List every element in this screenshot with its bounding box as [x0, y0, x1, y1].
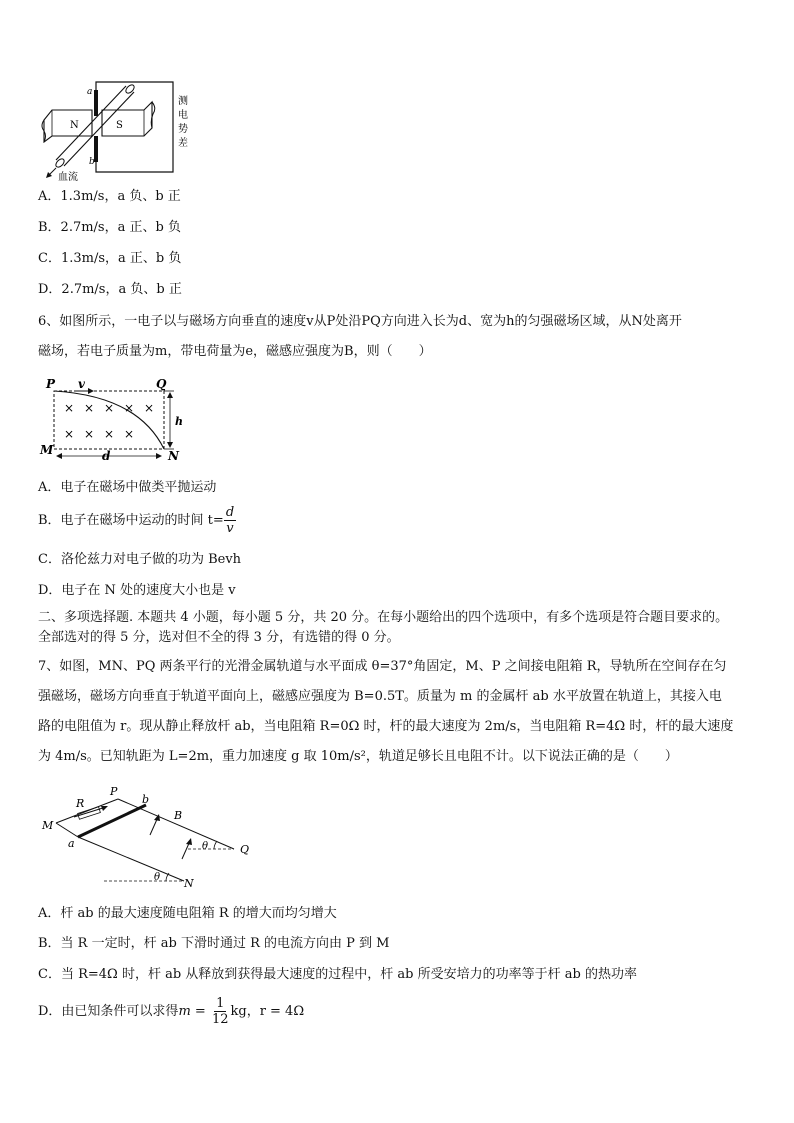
label-p: P: [46, 377, 56, 391]
side-label-2: 电: [178, 110, 188, 121]
q7-option-d: [38, 994, 304, 1030]
label-n: N: [70, 120, 79, 131]
blood-flow-meter-figure: [38, 76, 203, 184]
q7-option-d-m: m =: [178, 1004, 206, 1019]
side-label-3: 势: [178, 124, 188, 135]
q7-option-d-r: ，r = 4Ω: [246, 1004, 305, 1019]
cross-5: ×: [144, 401, 155, 415]
q6-fraction-numerator: d: [225, 505, 235, 520]
cross-3: ×: [104, 401, 115, 415]
magnetic-field-figure: [38, 374, 188, 466]
cross-1: ×: [64, 401, 75, 415]
label-q: Q: [240, 843, 250, 856]
q7-stem-line2: 强磁场，磁场方向垂直于轨道平面向上，磁感应强度为 B=0.5T。质量为 m 的金属杆 ab 水平放置在轨道上，其接入电: [38, 689, 722, 704]
q6-option-c: C．洛伦兹力对电子做的功为 Bevh: [38, 552, 242, 567]
q7-option-d-unit: kg: [230, 1004, 247, 1019]
section2-instructions-line2: 全部选对的得 5 分，选对但不全的得 3 分，有选错的得 0 分。: [38, 630, 400, 645]
q6-option-b-text: B．电子在磁场中运动的时间 t=: [38, 513, 224, 528]
label-s: S: [116, 120, 123, 131]
label-q: Q: [156, 377, 167, 391]
q6-option-d: D．电子在 N 处的速度大小也是 v: [38, 583, 236, 598]
label-a: a: [87, 87, 93, 97]
cross-7: ×: [84, 427, 95, 441]
cross-4: ×: [124, 401, 135, 415]
q7-stem-line1: 7、如图，MN、PQ 两条平行的光滑金属轨道与水平面成 θ=37°角固定，M、P 之间接电阻箱 R，导轨所在空间存在匀: [38, 659, 727, 674]
label-m: M: [40, 443, 54, 457]
q5-option-a: A．1.3m/s，a 负、b 正: [38, 189, 181, 204]
q6-stem-line2: 磁场，若电子质量为m，带电荷量为e，磁感应强度为B，则（ ）: [38, 344, 432, 359]
label-b: b: [142, 793, 150, 806]
label-d: d: [102, 449, 111, 463]
inclined-rails-figure: [38, 783, 258, 893]
side-label-4: 差: [178, 138, 188, 149]
label-b-field: B: [174, 809, 183, 822]
q7-fraction-denominator: 12: [211, 1012, 229, 1027]
q6-option-b: [38, 504, 236, 538]
q7-option-c: C．当 R=4Ω 时，杆 ab 从释放到获得最大速度的过程中，杆 ab 所受安培力的功率等于杆 ab 的热功率: [38, 967, 637, 982]
q6-fraction-denominator: v: [226, 521, 234, 536]
label-v: v: [78, 377, 85, 391]
q7-option-a: A．杆 ab 的最大速度随电阻箱 R 的增大而均匀增大: [38, 906, 337, 921]
q6-option-b-fraction: [224, 505, 236, 536]
cross-6: ×: [64, 427, 75, 441]
label-theta-q: θ: [202, 841, 209, 852]
side-label-1: 测: [178, 96, 188, 107]
section2-instructions-line1: 二、多项选择题. 本题共 4 小题，每小题 5 分，共 20 分。在每小题给出的四个选项中，有多个选项是符合题目要求的。: [38, 610, 729, 625]
q7-stem-line4: 为 4m/s。已知轨距为 L=2m，重力加速度 g 取 10m/s²，轨道足够长且电阻不计。以下说法正确的是（ ）: [38, 749, 678, 764]
q6-stem-line1: 6、如图所示，一电子以与磁场方向垂直的速度v从P处沿PQ方向进入长为d、宽为h的匀强磁场区域，从N处离开: [38, 314, 682, 329]
q5-option-b: B．2.7m/s，a 正、b 负: [38, 220, 181, 235]
label-p: P: [110, 785, 118, 798]
label-b: b: [89, 157, 95, 167]
label-n: N: [168, 449, 179, 463]
cross-8: ×: [104, 427, 115, 441]
q6-option-a: A．电子在磁场中做类平抛运动: [38, 480, 217, 495]
cross-2: ×: [84, 401, 95, 415]
label-r: R: [76, 797, 85, 810]
q5-option-d: D．2.7m/s，a 负、b 正: [38, 282, 182, 297]
q5-option-c: C．1.3m/s，a 正、b 负: [38, 251, 182, 266]
label-a: a: [68, 837, 75, 850]
q7-option-b: B．当 R 一定时，杆 ab 下滑时通过 R 的电流方向由 P 到 M: [38, 936, 390, 951]
cross-9: ×: [124, 427, 135, 441]
label-h: h: [175, 415, 183, 428]
label-m: M: [42, 819, 54, 832]
q7-option-d-text: D．由已知条件可以求得: [38, 1004, 179, 1019]
q7-stem-line3: 路的电阻值为 r。现从静止释放杆 ab，当电阻箱 R=0Ω 时，杆的最大速度为 2m/s，当电阻箱 R=4Ω 时，杆的最大速度: [38, 719, 734, 734]
label-theta-n: θ: [154, 872, 161, 883]
q7-option-d-fraction: [210, 996, 231, 1027]
label-blood-flow: 血流: [58, 172, 78, 183]
label-n: N: [184, 877, 194, 890]
q7-fraction-numerator: 1: [216, 996, 225, 1011]
